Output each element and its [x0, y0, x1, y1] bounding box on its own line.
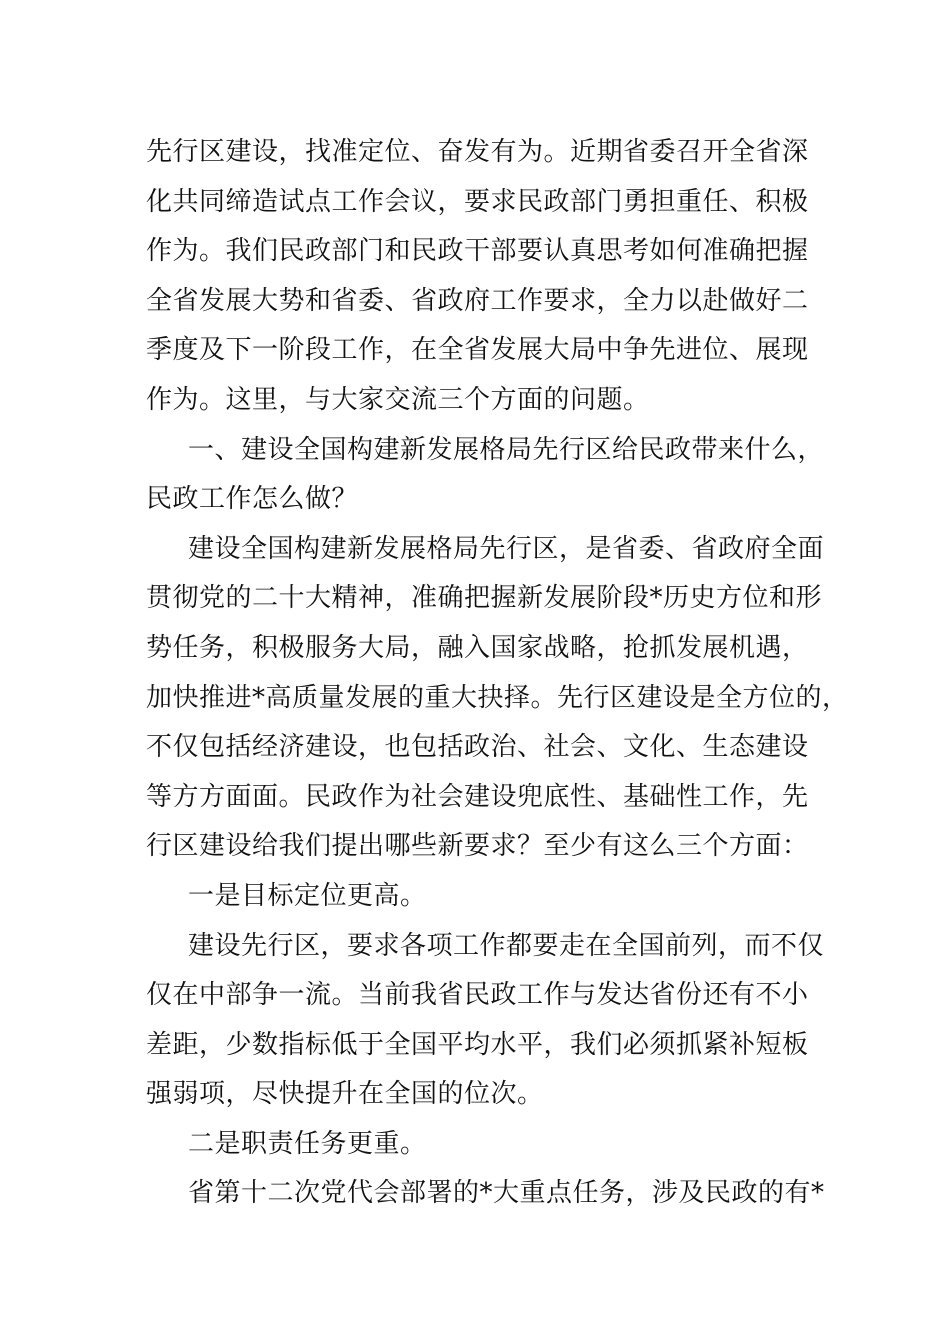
subheading-line: 一是目标定位更高。	[188, 880, 427, 911]
text-line: 先行区建设，找准定位、奋发有为。近期省委召开全省深	[146, 137, 809, 167]
text-line: 不仅包括经济建设，也包括政治、社会、文化、生态建设	[146, 732, 809, 763]
subheading-line: 二是职责任务更重。	[188, 1128, 427, 1159]
text-line: 强弱项，尽快提升在全国的位次。	[146, 1079, 544, 1110]
text-line: 贯彻党的二十大精神，准确把握新发展阶段*历史方位和形	[146, 583, 823, 614]
text-line: 势任务，积极服务大局，融入国家战略，抢抓发展机遇，	[146, 632, 809, 663]
text-line: 仅在中部争一流。当前我省民政工作与发达省份还有不小	[146, 980, 809, 1011]
section-heading-line: 一、建设全国构建新发展格局先行区给民政带来什么，	[188, 434, 825, 465]
text-line: 加快推进*高质量发展的重大抉择。先行区建设是全方位的，	[146, 682, 849, 713]
text-line: 全省发展大势和省委、省政府工作要求，全力以赴做好二	[146, 285, 809, 316]
text-line: 作为。这里，与大家交流三个方面的问题。	[146, 384, 650, 415]
text-line: 建设先行区，要求各项工作都要走在全国前列，而不仅	[188, 930, 825, 961]
section-heading-line: 民政工作怎么做？	[146, 484, 359, 515]
text-line: 等方方面面。民政作为社会建设兜底性、基础性工作，先	[146, 781, 809, 812]
text-line: 建设全国构建新发展格局先行区，是省委、省政府全面	[188, 533, 825, 564]
text-line: 差距，少数指标低于全国平均水平，我们必须抓紧补短板	[146, 1029, 809, 1060]
text-line: 作为。我们民政部门和民政干部要认真思考如何准确把握	[146, 236, 809, 267]
text-line: 省第十二次党代会部署的*大重点任务，涉及民政的有*	[188, 1178, 825, 1209]
document-body	[146, 128, 849, 1219]
text-line: 行区建设给我们提出哪些新要求？至少有这么三个方面：	[146, 831, 809, 862]
text-line: 季度及下一阶段工作，在全省发展大局中争先进位、展现	[146, 335, 809, 366]
text-line: 化共同缔造试点工作会议，要求民政部门勇担重任、积极	[146, 186, 809, 217]
